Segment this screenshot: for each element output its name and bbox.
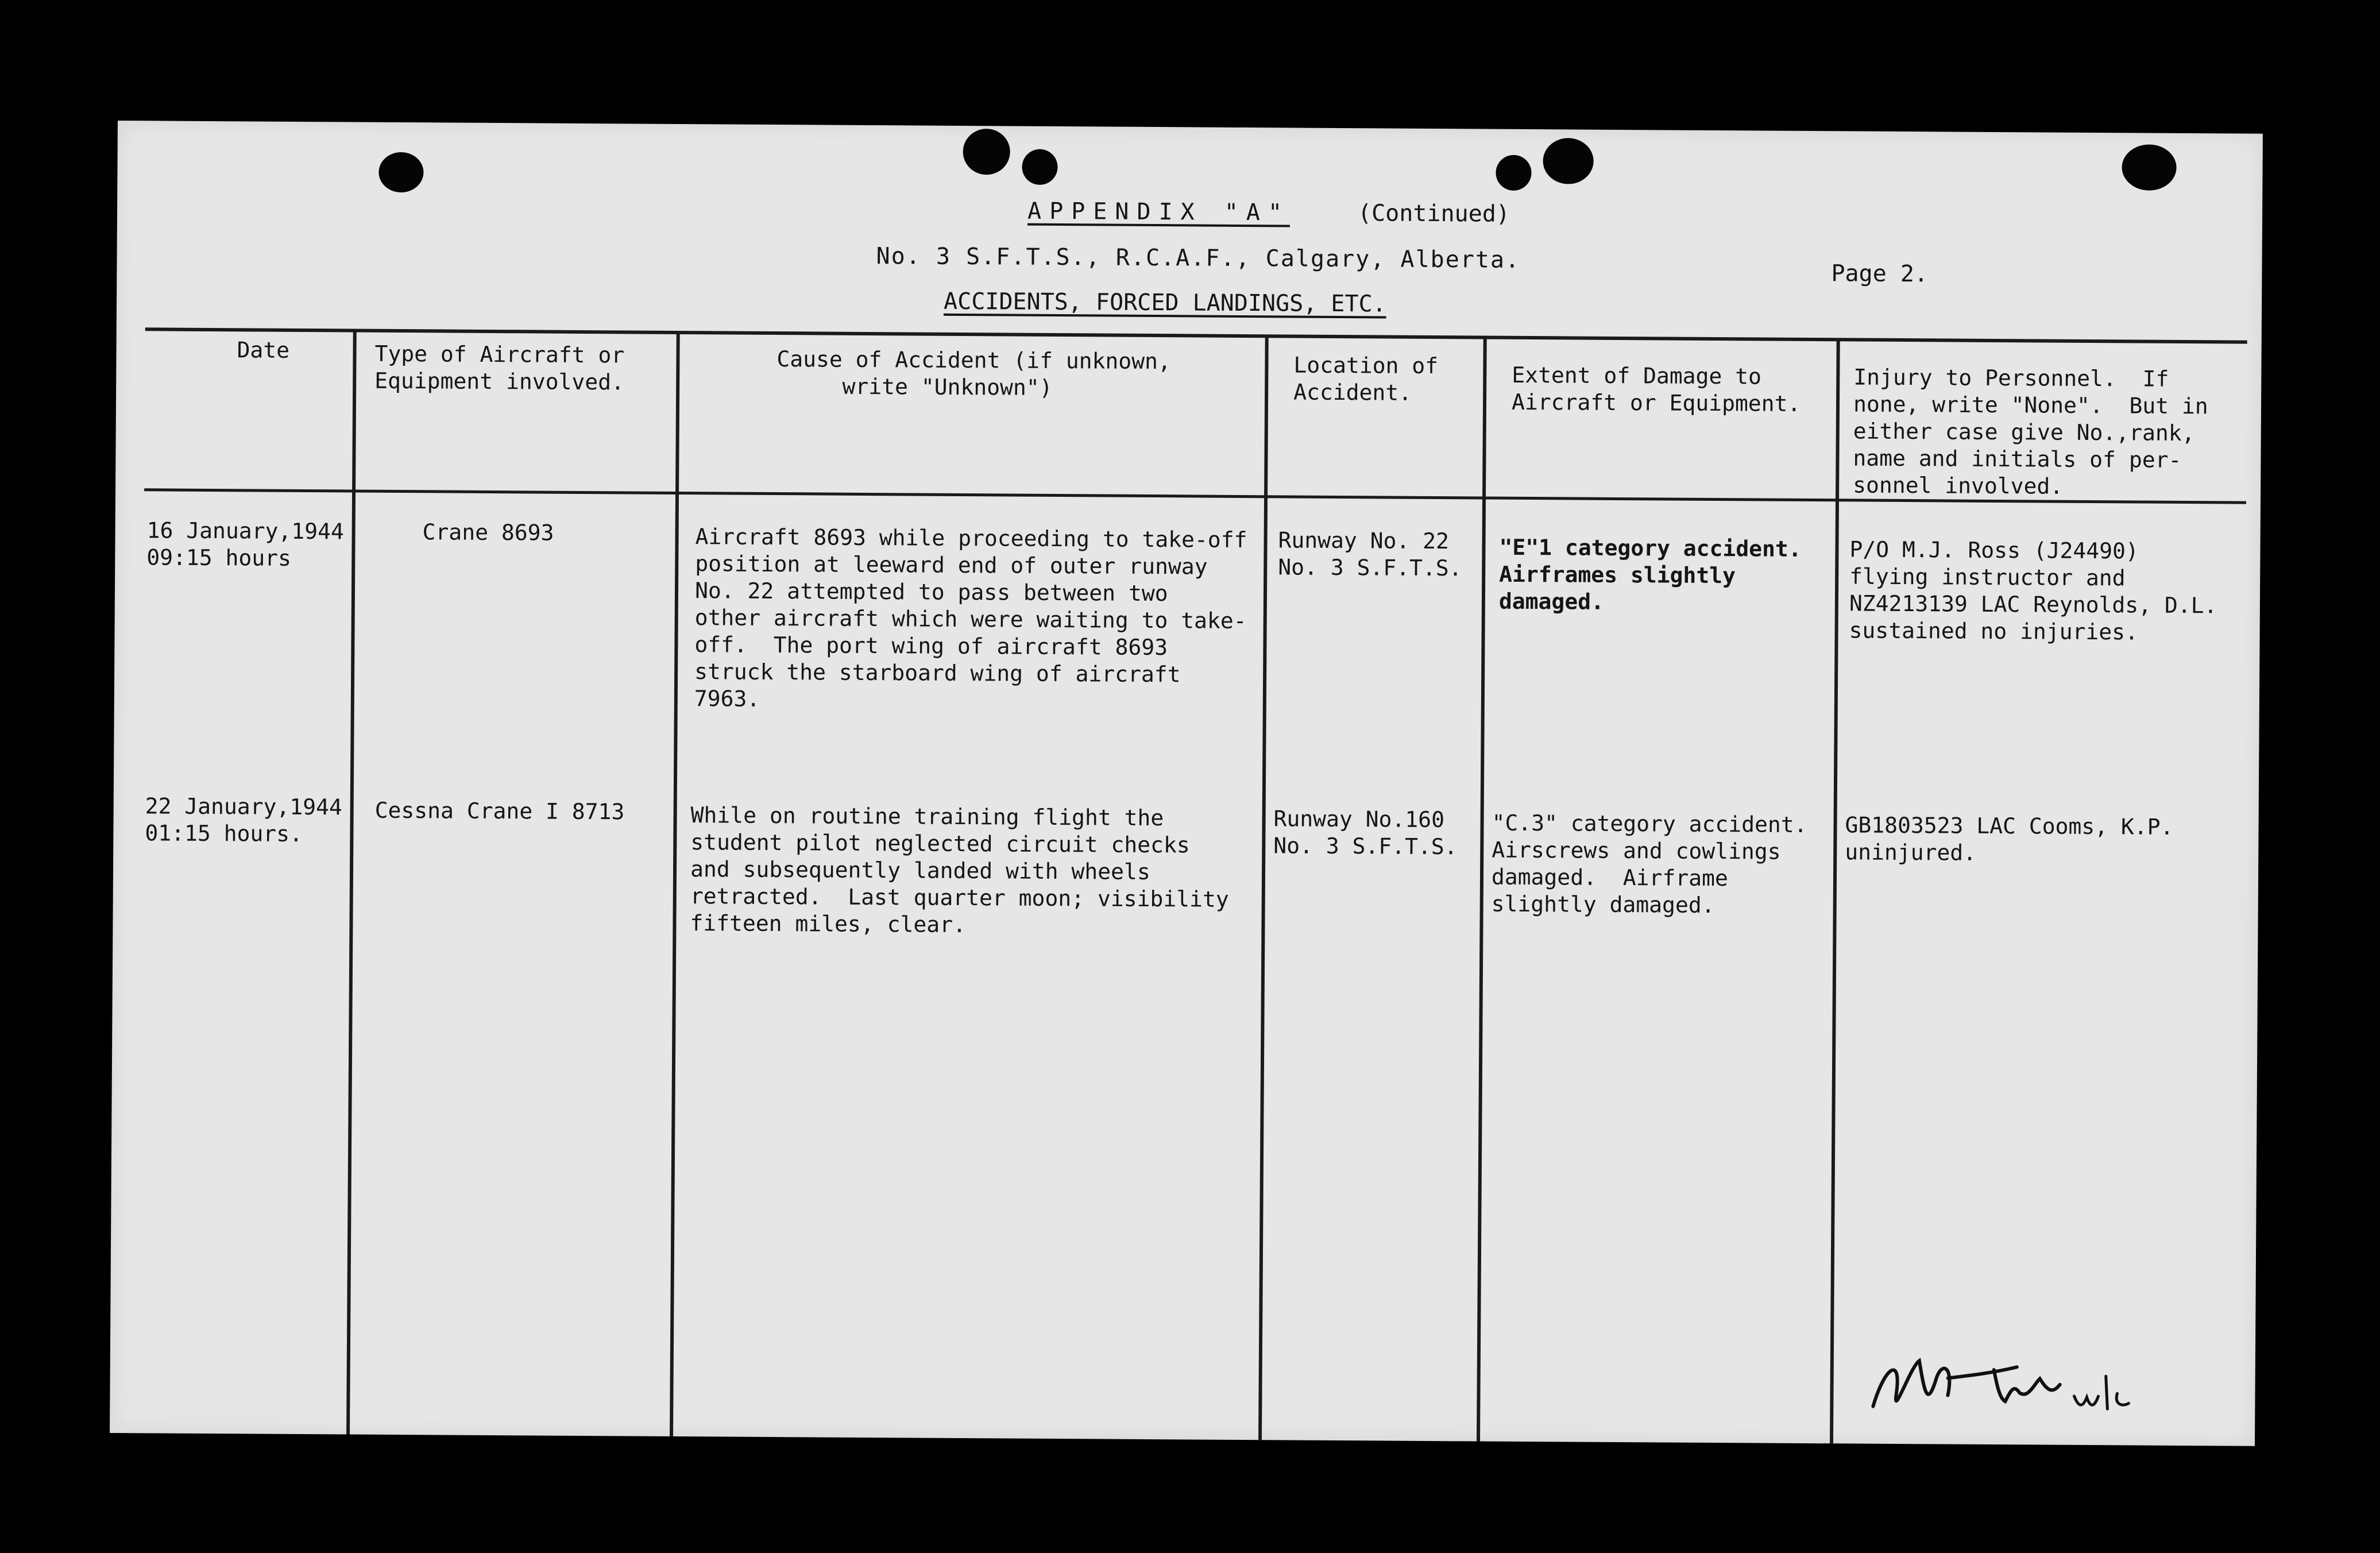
row1-type: Crane 8693 — [422, 519, 554, 546]
row1-extent: "E"1 category accident. Airframes slightly damaged. — [1498, 534, 1802, 615]
column-divider — [670, 334, 680, 1436]
row1-date: 16 January,1944 09:15 hours — [146, 517, 344, 571]
column-divider — [1477, 339, 1487, 1442]
punch-hole — [378, 152, 423, 192]
row2-extent: "C.3" category accident. Airscrews and cowlings damaged. Airframe slightly damaged. — [1491, 810, 1807, 918]
row2-injury: GB1803523 LAC Cooms, K.P. uninjured. — [1845, 812, 2174, 866]
column-header-location: Location of Accident. — [1293, 352, 1439, 405]
column-divider — [1258, 337, 1269, 1440]
column-header-cause: Cause of Accident (if unknown, write "Unknown") — [776, 346, 1171, 400]
row1-injury: P/O M.J. Ross (J24490) flying instructor and NZ4213139 LAC Reynolds, D.L. sustained no injuries. — [1849, 536, 2217, 645]
punch-hole — [963, 129, 1010, 175]
punch-hole — [2122, 144, 2176, 191]
row2-type: Cessna Crane I 8713 — [374, 797, 625, 825]
page-number: Page 2. — [1831, 260, 1929, 288]
document-sheet — [110, 121, 2263, 1446]
row2-location: Runway No.160 No. 3 S.F.T.S. — [1273, 806, 1458, 860]
column-header-extent: Extent of Damage to Aircraft or Equipment. — [1511, 362, 1801, 416]
column-divider — [346, 332, 357, 1435]
punch-hole — [1022, 149, 1057, 185]
column-divider — [1830, 341, 1840, 1443]
page-title: APPENDIX "A" — [1027, 198, 1291, 226]
continued-label: (Continued) — [1357, 200, 1510, 227]
handwritten-signature — [1861, 1343, 2138, 1431]
unit-name: No. 3 S.F.T.S., R.C.A.F., Calgary, Alberta. — [876, 243, 1521, 273]
row1-cause: Aircraft 8693 while proceeding to take-off position at leeward end of outer runway No. 22 attempted to pass between two other aircraft which were waiting to take- off. The port wing of aircraft 8693 struck the starboard wing of aircraft 7963. — [694, 524, 1247, 712]
punch-hole — [1543, 138, 1593, 184]
section-title: ACCIDENTS, FORCED LANDINGS, ETC. — [943, 288, 1386, 318]
row2-cause: While on routine training flight the student pilot neglected circuit checks and subsequently landed with wheels retracted. Last quarter moon; visibility fifteen miles, clear. — [690, 802, 1229, 938]
row1-location: Runway No. 22 No. 3 S.F.T.S. — [1278, 527, 1462, 581]
column-header-injury: Injury to Personnel. If none, write "None". But in either case give No.,rank, name and initials of per- sonnel involved. — [1853, 364, 2208, 499]
punch-hole — [1496, 155, 1531, 191]
column-header-type: Type of Aircraft or Equipment involved. — [374, 341, 625, 395]
column-header-date: Date — [237, 337, 290, 363]
row2-date: 22 January,1944 01:15 hours. — [145, 793, 343, 847]
